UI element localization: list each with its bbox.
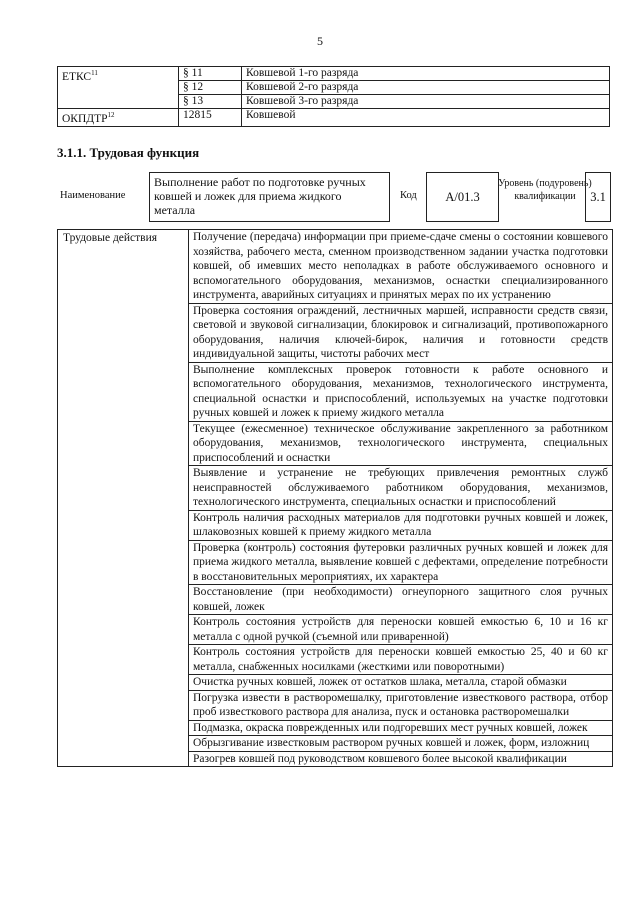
action-item: Восстановление (при необходимости) огнеупорного защитного слоя ручных ковшей, ложек [189, 585, 613, 615]
action-item: Контроль состояния устройств для переноски ковшей емкостью 6, 10 и 16 кг металла с одной ручкой (съемной или приваренной) [189, 615, 613, 645]
reference-code: § 12 [179, 81, 242, 95]
reference-source-cell [58, 67, 179, 109]
table-row [58, 230, 613, 304]
action-item: Текущее (ежесменное) техническое обслуживание закрепленного за работником оборудования, механизмов, технологического инструмента, специальных приспособлений и оснастки [189, 421, 613, 466]
reference-source: ОКПДТР [62, 112, 108, 125]
level-label: Уровень (подуровень) квалификации [498, 178, 592, 202]
reference-name: Ковшевой 1-го разряда [242, 67, 610, 81]
section-title: 3.1.1. Трудовая функция [57, 145, 200, 160]
reference-row [58, 67, 610, 81]
reference-row [58, 109, 610, 127]
name-label: Наименование [60, 190, 126, 201]
reference-name: Ковшевой 3-го разряда [242, 95, 610, 109]
action-item: Очистка ручных ковшей, ложек от остатков шлака, металла, старой обмазки [189, 675, 613, 691]
reference-name: Ковшевой 2-го разряда [242, 81, 610, 95]
reference-code: § 13 [179, 95, 242, 109]
page-number: 5 [317, 34, 323, 48]
action-item: Проверка (контроль) состояния футеровки различных ручных ковшей и ложек для приема жидкого металла, выявление ковшей с дефектами, определение потребности в восстановительных мероприятиях, их характера [189, 540, 613, 585]
action-item: Контроль наличия расходных материалов для подготовки ручных ковшей и ложек, шлаковозных ковшей к приему жидкого металла [189, 510, 613, 540]
function-code: A/01.3 [426, 172, 499, 222]
reference-source-cell [58, 109, 179, 127]
qualification-level: 3.1 [585, 172, 611, 222]
footnote-mark: 12 [107, 111, 115, 119]
labor-actions-table [57, 229, 613, 767]
reference-table [57, 66, 610, 127]
code-label: Код [400, 190, 417, 201]
action-item: Выполнение комплексных проверок готовности к работе основного и вспомогательного оборудования, механизмов, технологического инструмента, специальной оснастки и приспособлений, используемых на участке подготовки ручных ковшей и ложек к приему жидкого металла [189, 362, 613, 421]
reference-source: ЕТКС [62, 70, 92, 83]
reference-code: 12815 [179, 109, 242, 127]
function-header [57, 172, 617, 222]
reference-name: Ковшевой [242, 109, 610, 127]
action-item: Контроль состояния устройств для переноски ковшей емкостью 25, 40 и 60 кг металла, снабженных носилками (жесткими или поворотными) [189, 645, 613, 675]
action-item: Разогрев ковшей под руководством ковшевого более высокой квалификации [189, 751, 613, 767]
action-item: Выявление и устранение не требующих привлечения ремонтных служб неисправностей обслуживаемого работником оборудования, механизмов, технологического инструмента, специальных оснастки и приспособлений [189, 466, 613, 511]
labor-actions-label: Трудовые действия [58, 230, 189, 767]
action-item: Проверка состояния ограждений, лестничных маршей, исправности средств связи, световой и звуковой сигнализации, блокировок и сигнализаций, противопожарного оборудования, наличия ключей-бирок, наличия и готовности средств индивидуальной защиты, чистоты рабочих мест [189, 303, 613, 362]
action-item: Обрызгивание известковым раствором ручных ковшей и ложек, форм, изложниц [189, 736, 613, 752]
action-item: Подмазка, окраска поврежденных или подгоревших мест ручных ковшей, ложек [189, 720, 613, 736]
function-name: Выполнение работ по подготовке ручных ковшей и ложек для приема жидкого металла [149, 172, 390, 222]
footnote-mark: 11 [91, 69, 98, 77]
reference-code: § 11 [179, 67, 242, 81]
action-item: Получение (передача) информации при приеме-сдаче смены о состоянии ковшевого хозяйства, рабочего места, сменном производственном задании участка подготовки ковшей, об имевших место неполадках в работе обслуживаемого основного и вспомогательного оборудования, механизмов, оснастки специализированного инструмента, аварийных ситуациях и принятых мерах по их устранению [189, 230, 613, 304]
action-item: Погрузка извести в растворомешалку, приготовление известкового раствора, отбор проб известкового раствора для анализа, пуск и остановка растворомешалки [189, 690, 613, 720]
